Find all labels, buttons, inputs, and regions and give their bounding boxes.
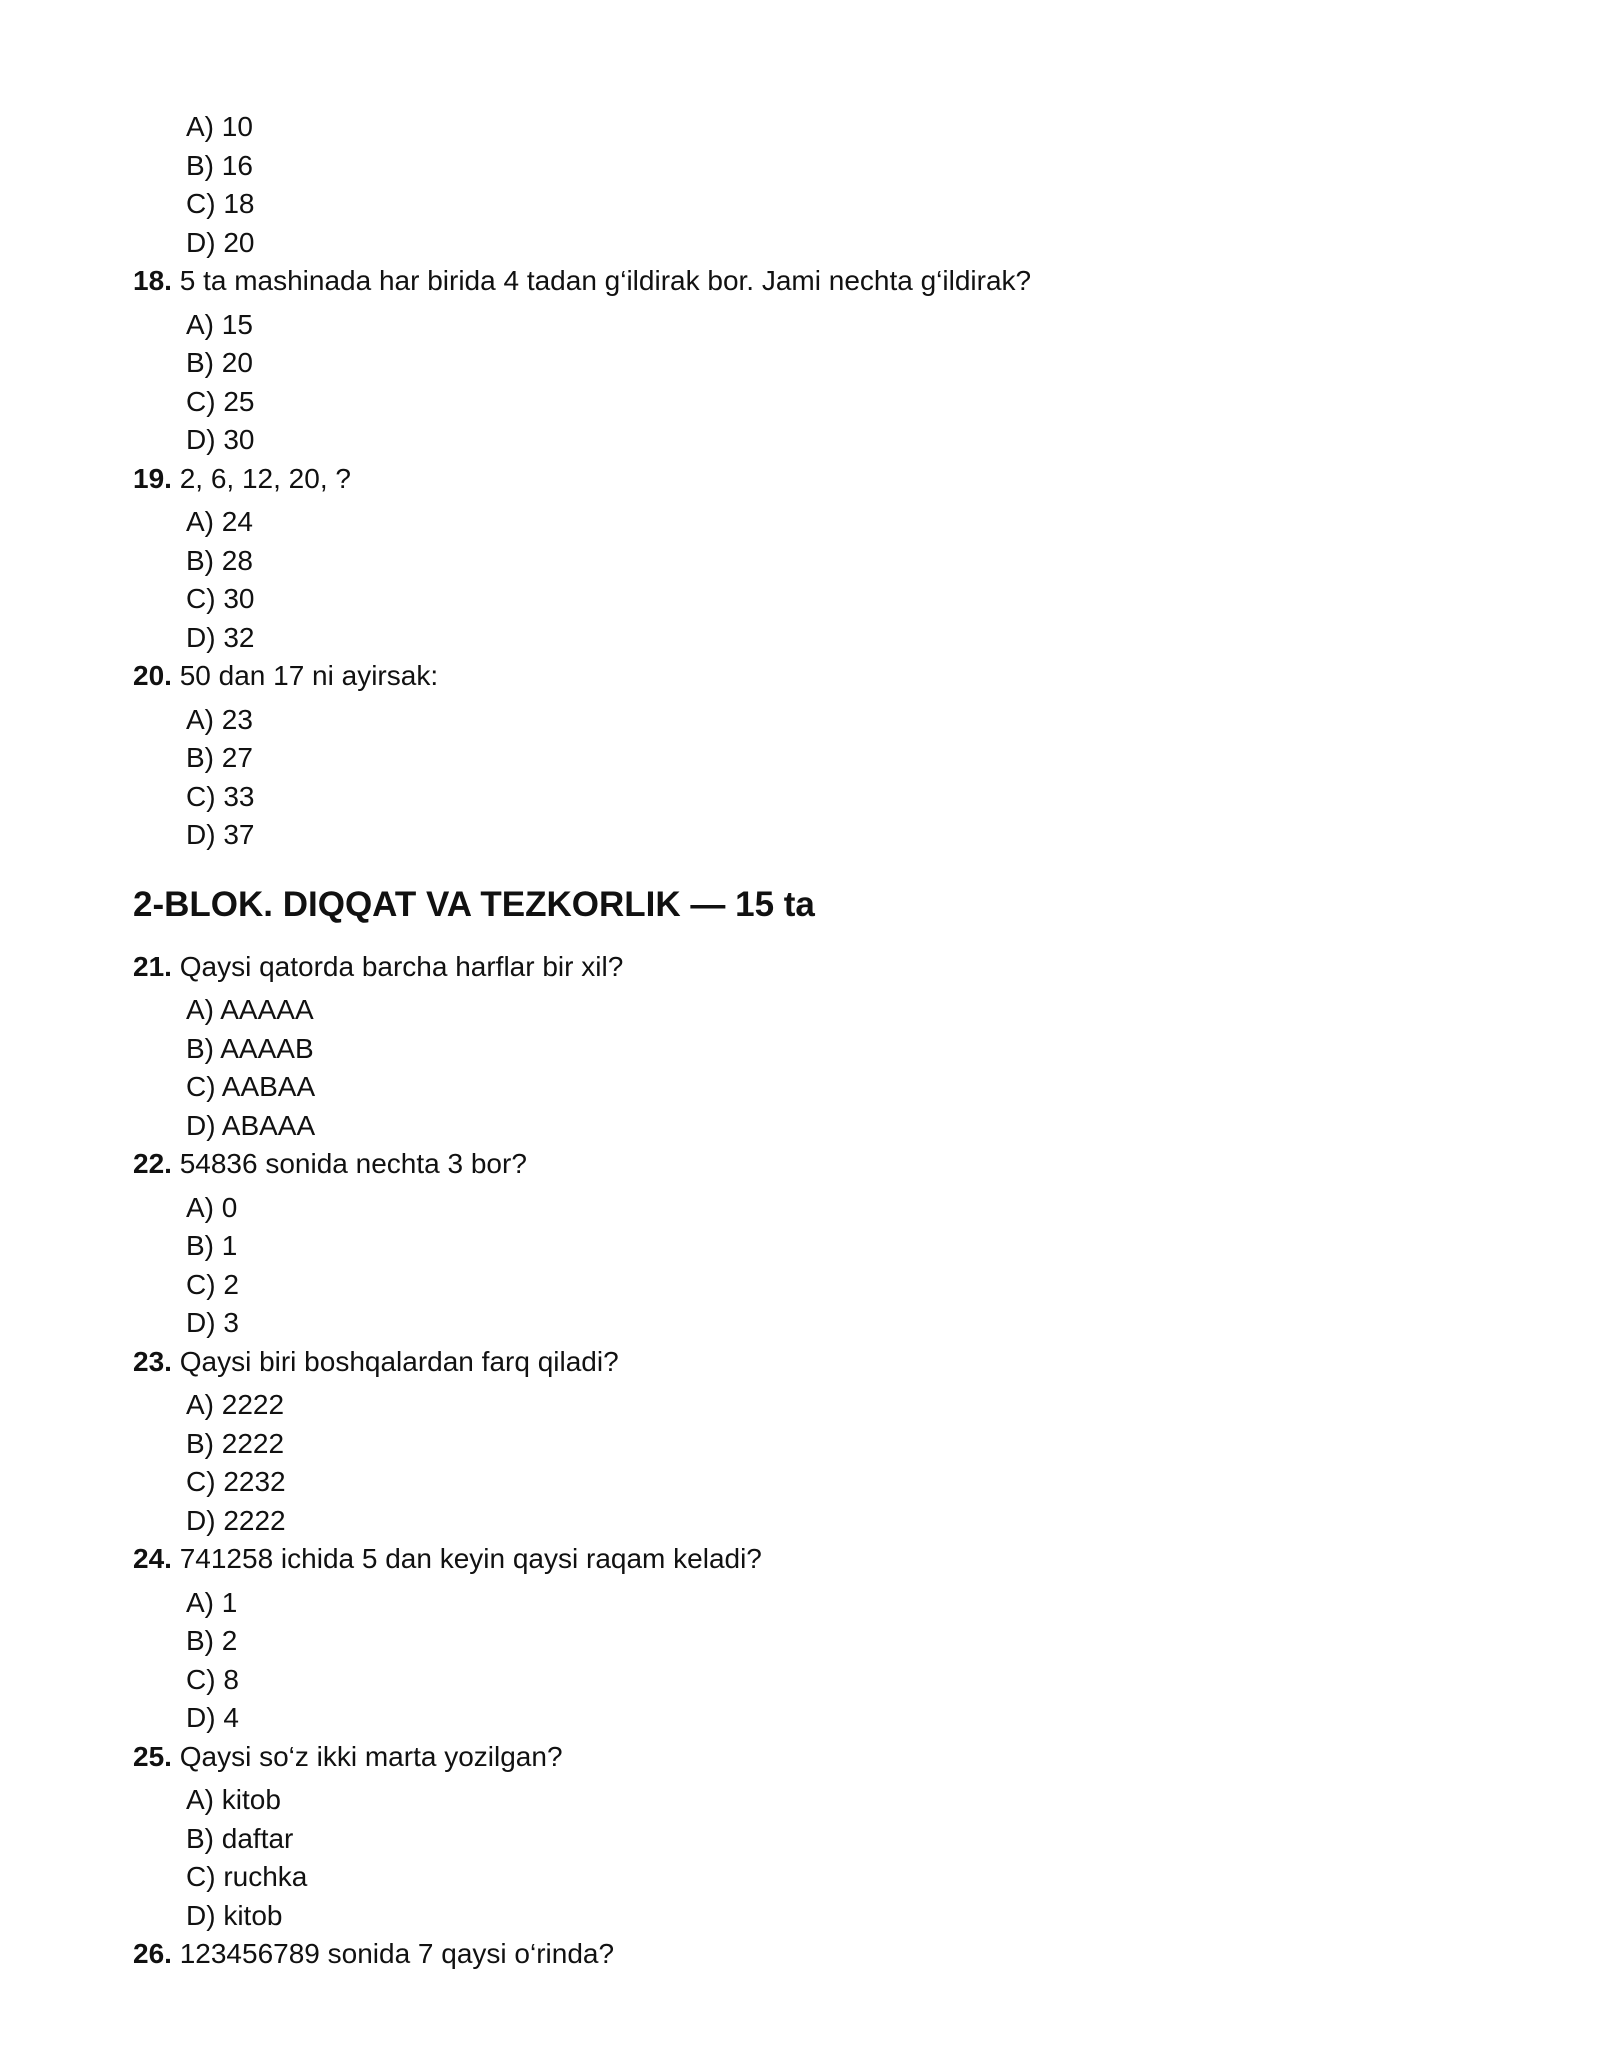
question-19 bbox=[133, 460, 1473, 658]
answer-option: C) 8 bbox=[186, 1663, 239, 1695]
question-text bbox=[133, 1935, 1473, 1974]
answer-option: A) 10 bbox=[186, 111, 253, 142]
question-number: 21. bbox=[133, 950, 172, 982]
answer-option: B) daftar bbox=[186, 1822, 294, 1854]
question-number: 18. bbox=[133, 265, 172, 296]
answer-option: B) 28 bbox=[186, 544, 253, 576]
question-23 bbox=[133, 1343, 1473, 1541]
question-number: 25. bbox=[133, 1740, 172, 1772]
answer-option: D) ABAAA bbox=[186, 1109, 316, 1141]
answer-option: B) 20 bbox=[186, 347, 253, 378]
question-18 bbox=[133, 262, 1473, 460]
answer-option: C) 2 bbox=[186, 1268, 239, 1300]
question-prompt: 54836 sonida nechta 3 bor? bbox=[171, 1148, 527, 1179]
question-prompt: Qaysi biri boshqalardan farq qiladi? bbox=[171, 1345, 619, 1377]
question-number: 24. bbox=[133, 1543, 172, 1574]
answer-option: A) AAAAA bbox=[186, 994, 314, 1025]
question-26 bbox=[133, 1935, 1473, 1974]
question-21 bbox=[133, 948, 1473, 1146]
answer-option: D) 3 bbox=[186, 1307, 239, 1338]
question-25 bbox=[133, 1738, 1473, 1936]
answer-option: C) 33 bbox=[186, 780, 255, 812]
answer-option: D) 30 bbox=[186, 424, 255, 455]
answer-option: D) 20 bbox=[186, 226, 255, 258]
question-text bbox=[133, 1343, 1473, 1382]
question-prompt: Qaysi so‘z ikki marta yozilgan? bbox=[171, 1740, 563, 1772]
answer-option: B) 27 bbox=[186, 742, 253, 773]
answer-option: B) AAAAB bbox=[186, 1032, 314, 1064]
question-text bbox=[133, 657, 1473, 696]
question-prompt: 5 ta mashinada har birida 4 tadan g‘ildirak bor. Jami nechta g‘ildirak? bbox=[171, 265, 1032, 296]
answer-option: A) kitob bbox=[186, 1784, 281, 1815]
answer-option: B) 16 bbox=[186, 149, 253, 181]
question-text bbox=[133, 1145, 1473, 1184]
answer-option: D) 4 bbox=[186, 1702, 239, 1733]
question-prompt: 2, 6, 12, 20, ? bbox=[171, 462, 351, 494]
question-22 bbox=[133, 1145, 1473, 1343]
answer-option: D) 2222 bbox=[186, 1504, 286, 1536]
question-text bbox=[133, 948, 1473, 987]
question-number: 19. bbox=[133, 462, 172, 494]
answer-option: B) 2 bbox=[186, 1625, 238, 1656]
question-prompt: 741258 ichida 5 dan keyin qaysi raqam keladi? bbox=[171, 1543, 762, 1574]
answer-option: C) 18 bbox=[186, 188, 255, 219]
answer-option: A) 0 bbox=[186, 1191, 238, 1223]
document-content bbox=[133, 108, 1473, 1979]
answer-option: D) 32 bbox=[186, 621, 255, 653]
question-number: 23. bbox=[133, 1345, 172, 1377]
answer-option: A) 24 bbox=[186, 506, 253, 537]
question-number: 26. bbox=[133, 1938, 172, 1969]
answer-option: D) kitob bbox=[186, 1899, 283, 1931]
question-number: 22. bbox=[133, 1148, 172, 1179]
question-24 bbox=[133, 1540, 1473, 1738]
answer-option: C) 2232 bbox=[186, 1466, 286, 1497]
answer-option: A) 15 bbox=[186, 308, 253, 340]
answer-option: C) AABAA bbox=[186, 1071, 316, 1102]
answer-option: C) 25 bbox=[186, 385, 255, 417]
question-text bbox=[133, 1540, 1473, 1579]
question-prompt: 50 dan 17 ni ayirsak: bbox=[171, 660, 439, 691]
question-prompt: 123456789 sonida 7 qaysi o‘rinda? bbox=[171, 1938, 615, 1969]
answer-option: A) 23 bbox=[186, 703, 253, 735]
section-heading: 2-BLOK. DIQQAT VA TEZKORLIK — 15 ta bbox=[133, 884, 815, 924]
question-text bbox=[133, 262, 1473, 301]
question-17-options bbox=[133, 108, 1473, 262]
answer-option: C) ruchka bbox=[186, 1861, 308, 1892]
question-number: 20. bbox=[133, 660, 172, 691]
answer-option: B) 1 bbox=[186, 1230, 238, 1261]
answer-option: A) 2222 bbox=[186, 1389, 285, 1420]
answer-option: C) 30 bbox=[186, 583, 255, 614]
question-prompt: Qaysi qatorda barcha harflar bir xil? bbox=[171, 950, 624, 982]
question-text bbox=[133, 1738, 1473, 1777]
answer-option: A) 1 bbox=[186, 1586, 238, 1618]
answer-option: B) 2222 bbox=[186, 1427, 285, 1459]
answer-option: D) 37 bbox=[186, 819, 255, 850]
question-20 bbox=[133, 657, 1473, 855]
question-text bbox=[133, 460, 1473, 499]
